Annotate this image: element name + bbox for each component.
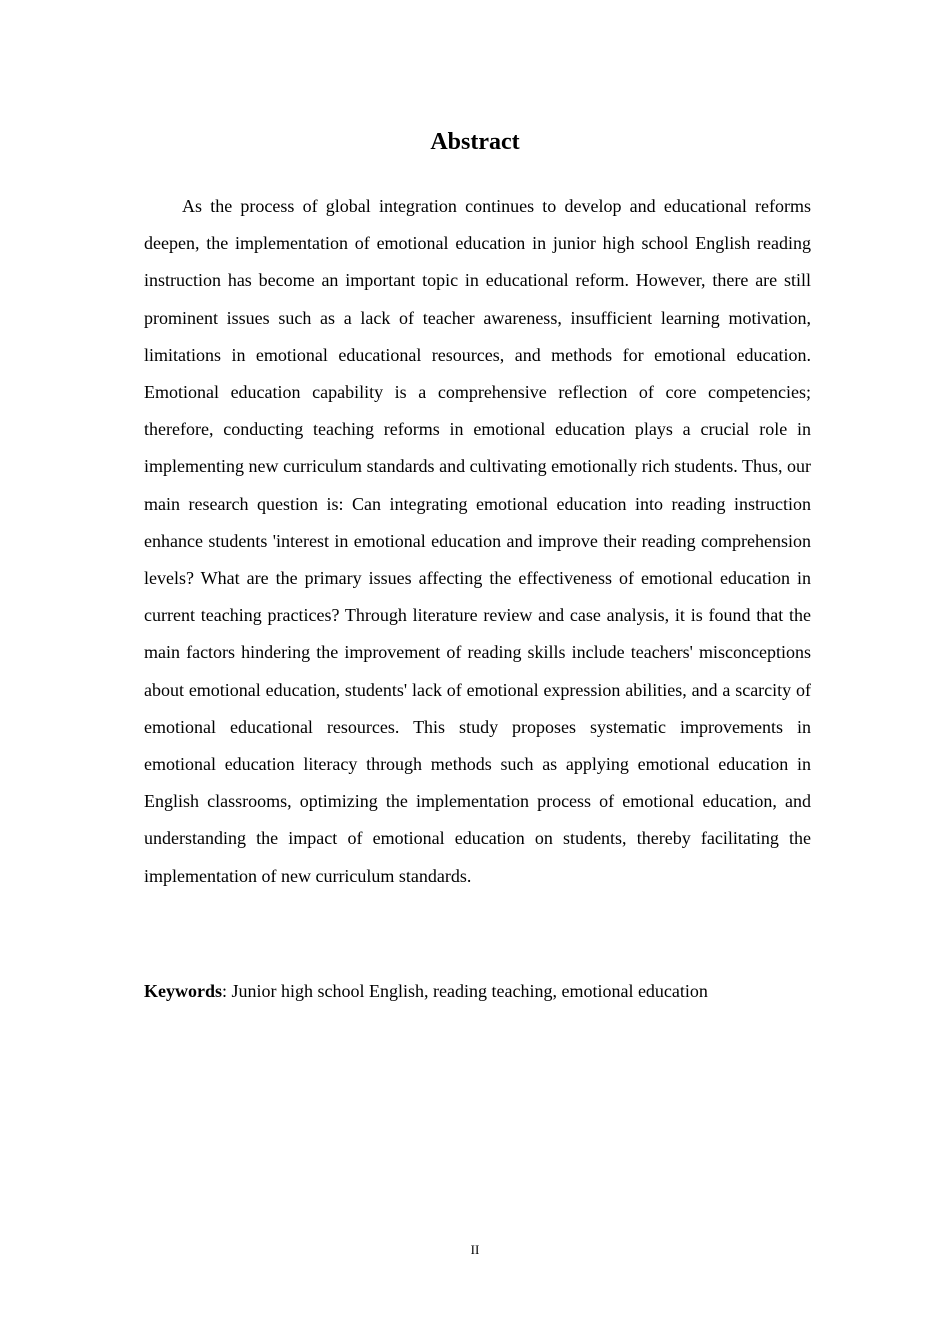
keywords-separator: : [222, 981, 232, 1001]
keywords-line [144, 973, 811, 1010]
abstract-title: Abstract [430, 129, 520, 155]
abstract-body: As the process of global integration continues to develop and educational reforms deepen, the implementation of emotional education in junior high school English reading instruction has become an important topic in educational reform. However, there are still prominent issues such as a lack of teacher awareness, insufficient learning motivation, limitations in emotional educational resources, and methods for emotional education. Emotional education capability is a comprehensive reflection of core competencies; therefore, conducting teaching reforms in emotional education plays a crucial role in implementing new curriculum standards and cultivating emotionally rich students. Thus, our main research question is: Can integrating emotional education into reading instruction enhance students 'interest in emotional education and improve their reading comprehension levels? What are the primary issues affecting the effectiveness of emotional education in current teaching practices? Through literature review and case analysis, it is found that the main factors hindering the improvement of reading skills include teachers' misconceptions about emotional education, students' lack of emotional expression abilities, and a scarcity of emotional educational resources. This study proposes systematic improvements in emotional education literacy through methods such as applying emotional education in English classrooms, optimizing the implementation process of emotional education, and understanding the impact of emotional education on students, thereby facilitating the implementation of new curriculum standards. [144, 196, 811, 886]
keywords-list: Junior high school English, reading teaching, emotional education [231, 981, 708, 1001]
page-number: II [470, 1242, 480, 1257]
keywords-label: Keywords [144, 981, 222, 1001]
